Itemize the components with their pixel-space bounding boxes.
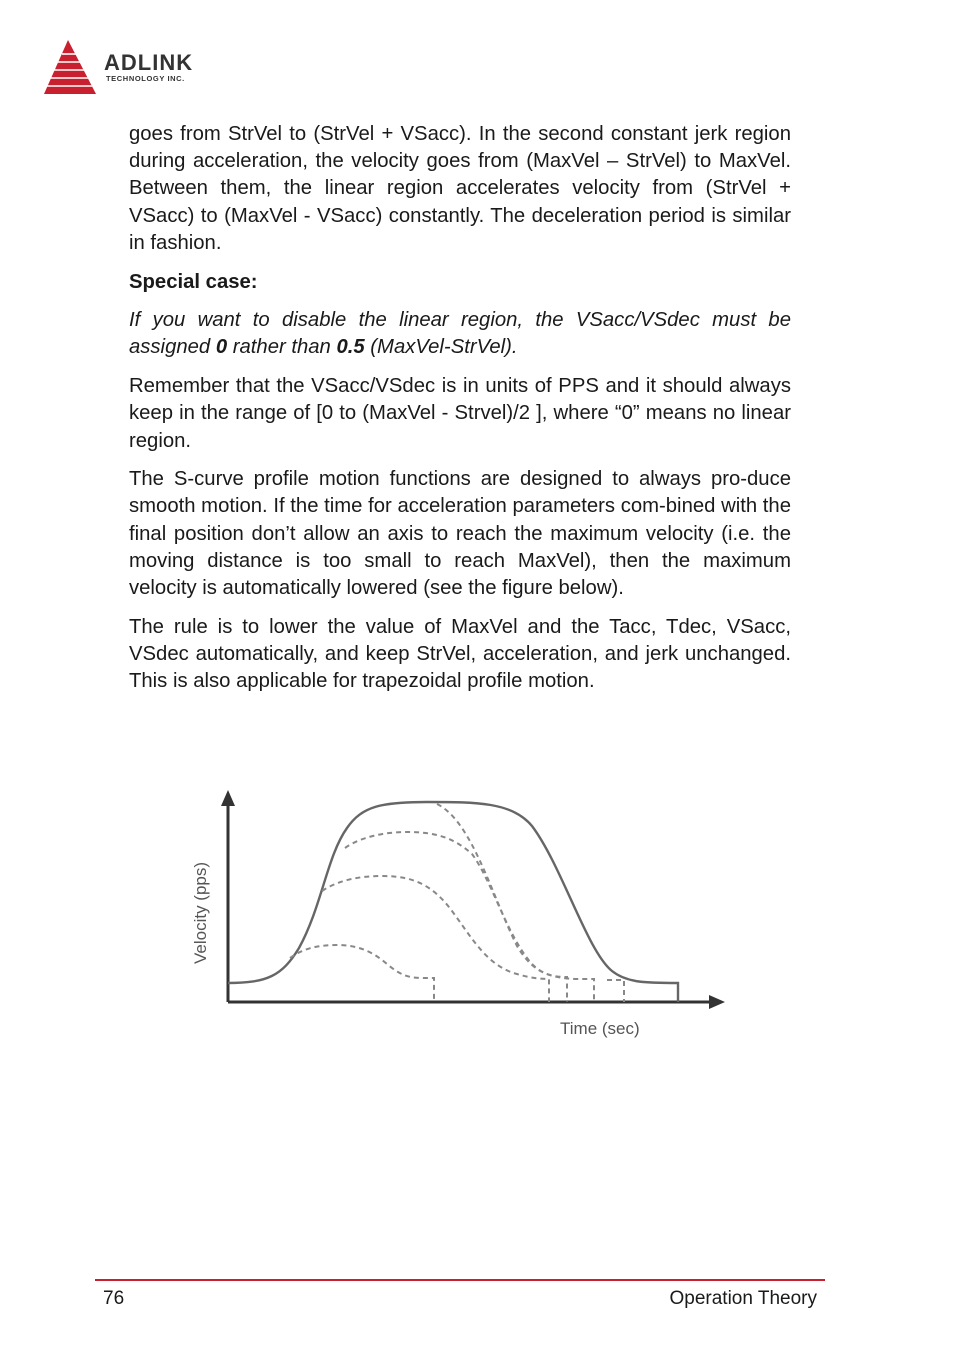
paragraph-curve-regions: goes from StrVel to (StrVel + VSacc). In the second constant jerk region during acceleration, the velocity goes from (MaxVel – StrVel) to MaxVel. Between them, the linear region accelerates velocity from (StrVel + VSacc) to (MaxVel - VSacc) constantly. The deceleration period is similar in fashion. <box>129 123 791 254</box>
brand-name: ADLINK <box>104 50 194 75</box>
y-axis-label: Velocity (pps) <box>191 861 210 964</box>
paragraph-lowering-rule: The rule is to lower the value of MaxVel and the Tacc, Tdec, VSacc, VSdec automatically, and keep StrVel, acceleration, and jerk unchanged. This is also applicable for trapezoidal profile motion. <box>129 615 791 693</box>
special-text-2: rather than <box>227 336 337 359</box>
velocity-profile-figure <box>187 766 752 1056</box>
lowered-velocity-tail <box>607 980 624 1002</box>
lowered-velocity-curve-4 <box>290 945 434 1002</box>
footer-rule <box>95 1279 825 1281</box>
adlink-triangle-logo-icon <box>40 36 102 98</box>
special-case-note <box>129 307 791 361</box>
special-case-heading: Special case: <box>129 270 258 293</box>
special-value-half: 0.5 <box>336 336 365 359</box>
page-body <box>129 121 791 707</box>
page-number: 76 <box>103 1288 125 1309</box>
y-axis-arrowhead <box>221 790 235 806</box>
paragraph-smooth-motion: The S-curve profile motion functions are designed to always pro-duce smooth motion. If the time for acceleration parameters com-bined with the final position don’t allow an axis to reach the maximum velocity (i.e. the moving distance is too small to reach MaxVel), then the maximum velocity is automatically lowered (see the figure below). <box>129 468 791 600</box>
special-text-3: (MaxVel-StrVel). <box>364 336 518 359</box>
lowered-velocity-curve-1 <box>437 804 594 1002</box>
velocity-time-diagram <box>187 766 752 1056</box>
special-value-zero: 0 <box>215 336 228 359</box>
paragraph-vsacc-range: Remember that the VSacc/VSdec is in units of PPS and it should always keep in the range of [0 to (MaxVel - Strvel)/2 ], where “0” means no linear region. <box>129 375 791 452</box>
full-velocity-curve <box>228 802 678 1002</box>
footer-section-title: Operation Theory <box>669 1288 817 1309</box>
special-text-1: If you want to disable the linear region, the VSacc/VSdec must be assigned <box>129 309 791 359</box>
adlink-logo <box>40 36 240 100</box>
lowered-velocity-curve-2 <box>345 832 567 1002</box>
x-axis-arrowhead <box>709 995 725 1009</box>
brand-subtitle: TECHNOLOGY INC. <box>106 74 185 83</box>
lowered-velocity-curve-3 <box>322 876 549 1002</box>
x-axis-label: Time (sec) <box>560 1019 640 1038</box>
